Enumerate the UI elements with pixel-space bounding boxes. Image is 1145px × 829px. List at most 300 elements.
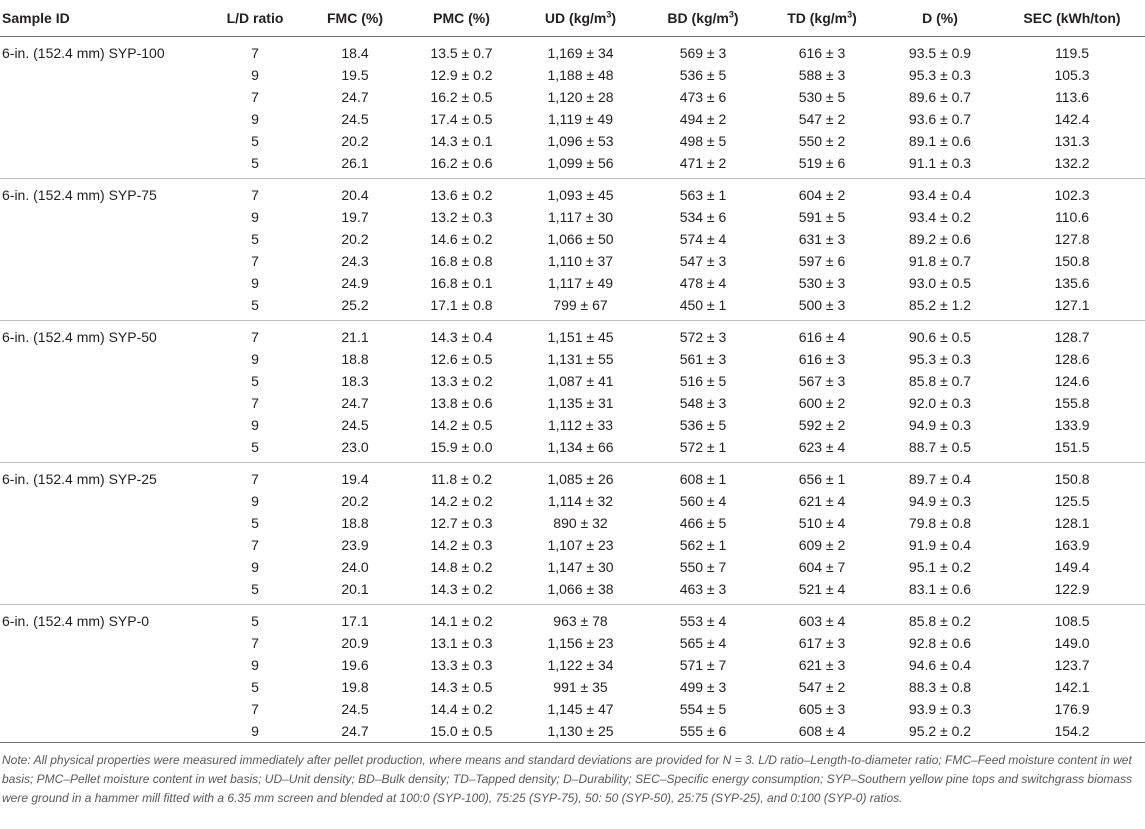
- sec-cell: 149.4: [1054, 559, 1090, 575]
- bd-cell: 561 ± 3: [679, 351, 727, 367]
- td-cell: 621 ± 4: [798, 493, 846, 509]
- ld-cell: 5: [205, 436, 305, 463]
- pmc-cell: 12.6 ± 0.5: [430, 351, 493, 367]
- table-row: [0, 578, 1145, 605]
- durability-cell: 95.2 ± 0.2: [881, 720, 999, 743]
- fmc-cell: 20.2: [341, 231, 369, 247]
- table-row: [0, 370, 1145, 392]
- pmc-cell: 14.1 ± 0.2: [430, 613, 493, 629]
- bd-cell: 473 ± 6: [679, 89, 727, 105]
- durability-cell: 94.9 ± 0.3: [908, 417, 972, 433]
- durability-cell: 94.6 ± 0.4: [908, 657, 972, 673]
- header-pmc: PMC (%): [405, 0, 518, 37]
- fmc-cell: 19.4: [341, 471, 369, 487]
- td-cell: 609 ± 2: [798, 537, 846, 553]
- bd-cell: 608 ± 1: [679, 471, 727, 487]
- sec-cell: 133.9: [1054, 417, 1090, 433]
- ld-cell: 5: [251, 231, 259, 247]
- fmc-cell: 18.8: [341, 515, 369, 531]
- table-row: [0, 179, 1145, 207]
- sample-id-cell: 6-in. (152.4 mm) SYP-50: [2, 329, 157, 345]
- table-row: [0, 436, 1145, 463]
- ld-cell: 9: [251, 111, 259, 127]
- td-cell: 510 ± 4: [798, 515, 846, 531]
- ld-cell: 9: [251, 657, 259, 673]
- fmc-cell: 20.2: [341, 133, 369, 149]
- ld-cell: 9: [251, 559, 259, 575]
- empty-cell: [0, 414, 205, 436]
- empty-cell: [0, 578, 205, 605]
- ud-cell: 963 ± 78: [553, 613, 608, 629]
- durability-cell: 89.6 ± 0.7: [908, 89, 972, 105]
- td-cell: 631 ± 3: [798, 231, 846, 247]
- pmc-cell: 17.1 ± 0.8: [405, 294, 518, 321]
- table-note: Note: All physical properties were measured immediately after pellet production, where means and standard deviations are provided for N = 3. L/D ratio–Length-to-diameter ratio; FMC–Feed moisture content in wet basis; PMC–Pellet moisture content in wet basis; UD–Unit density; BD–Bulk density; TD–Tapped density; D–Durability; SEC–Specific energy consumption; SYP–Southern yellow pine tops and switchgrass biomass were ground in a hammer mill fitted with a 6.35 mm screen and blended at 100:0 (SYP-100), 75:25 (SYP-75), 50: 50 (SYP-50), 25:75 (SYP-25), and 0:100 (SYP-0) ratios.: [2, 753, 1133, 805]
- pmc-cell: 15.0 ± 0.5: [405, 720, 518, 743]
- table-body: [0, 37, 1145, 743]
- sec-cell: 102.3: [1054, 187, 1090, 203]
- td-cell: 521 ± 4: [763, 578, 881, 605]
- fmc-cell: 19.7: [341, 209, 369, 225]
- header-ud-label: UD (kg/m: [544, 10, 607, 26]
- durability-cell: 89.1 ± 0.6: [908, 133, 972, 149]
- durability-cell: 90.6 ± 0.5: [908, 329, 972, 345]
- bd-cell: 536 ± 5: [679, 67, 727, 83]
- header-ud-exp: 3: [606, 9, 612, 20]
- td-cell: 608 ± 4: [763, 720, 881, 743]
- td-cell: 656 ± 1: [798, 471, 846, 487]
- bd-cell: 494 ± 2: [679, 111, 727, 127]
- table-row: [0, 206, 1145, 228]
- table-row: [0, 632, 1145, 654]
- bd-cell: 571 ± 7: [679, 657, 727, 673]
- ud-cell: 1,120 ± 28: [547, 89, 614, 105]
- td-cell: 605 ± 3: [798, 701, 846, 717]
- ld-cell: 5: [251, 679, 259, 695]
- table-row: [0, 64, 1145, 86]
- header-td-close: ): [852, 10, 857, 26]
- pmc-cell: 14.8 ± 0.2: [430, 559, 493, 575]
- header-bd: [643, 0, 763, 37]
- fmc-cell: 19.6: [341, 657, 369, 673]
- fmc-cell: 24.7: [305, 720, 405, 743]
- table-row: [0, 698, 1145, 720]
- header-fmc: FMC (%): [305, 0, 405, 37]
- fmc-cell: 24.5: [341, 111, 369, 127]
- empty-cell: [0, 206, 205, 228]
- durability-cell: 85.8 ± 0.2: [908, 613, 972, 629]
- durability-cell: 88.3 ± 0.8: [908, 679, 972, 695]
- pmc-cell: 13.8 ± 0.6: [430, 395, 493, 411]
- pmc-cell: 14.2 ± 0.2: [430, 493, 493, 509]
- ld-cell: 7: [251, 253, 259, 269]
- ld-cell: 9: [251, 275, 259, 291]
- fmc-cell: 18.4: [341, 45, 369, 61]
- durability-cell: 91.9 ± 0.4: [908, 537, 972, 553]
- ld-cell: 7: [251, 45, 259, 61]
- sec-cell: 128.1: [1054, 515, 1090, 531]
- bd-cell: 547 ± 3: [679, 253, 727, 269]
- sec-cell: 142.4: [1054, 111, 1090, 127]
- ld-cell: 9: [205, 720, 305, 743]
- durability-cell: 95.3 ± 0.3: [908, 351, 972, 367]
- pmc-cell: 16.2 ± 0.5: [430, 89, 493, 105]
- sec-cell: 155.8: [1054, 395, 1090, 411]
- fmc-cell: 18.3: [341, 373, 369, 389]
- pmc-cell: 14.6 ± 0.2: [430, 231, 493, 247]
- table-row: [0, 512, 1145, 534]
- sec-cell: 149.0: [1054, 635, 1090, 651]
- durability-cell: 93.6 ± 0.7: [908, 111, 972, 127]
- ud-cell: 1,130 ± 25: [518, 720, 643, 743]
- ud-cell: 1,169 ± 34: [547, 45, 614, 61]
- bd-cell: 555 ± 6: [643, 720, 763, 743]
- ld-cell: 5: [251, 373, 259, 389]
- ud-cell: 1,117 ± 49: [547, 275, 614, 291]
- td-cell: 547 ± 2: [798, 111, 846, 127]
- durability-cell: 79.8 ± 0.8: [908, 515, 972, 531]
- ld-cell: 5: [205, 294, 305, 321]
- ud-cell: 1,110 ± 37: [547, 253, 614, 269]
- table-row: [0, 720, 1145, 743]
- bd-cell: 478 ± 4: [679, 275, 727, 291]
- pmc-cell: 12.7 ± 0.3: [430, 515, 493, 531]
- ud-cell: 1,107 ± 23: [547, 537, 614, 553]
- durability-cell: 93.5 ± 0.9: [908, 45, 972, 61]
- fmc-cell: 18.8: [341, 351, 369, 367]
- pmc-cell: 13.1 ± 0.3: [430, 635, 493, 651]
- pmc-cell: 14.2 ± 0.3: [430, 537, 493, 553]
- bd-cell: 554 ± 5: [679, 701, 727, 717]
- table-row: [0, 556, 1145, 578]
- empty-cell: [0, 130, 205, 152]
- ld-cell: 9: [251, 67, 259, 83]
- ud-cell: 1,099 ± 56: [518, 152, 643, 179]
- pmc-cell: 16.8 ± 0.1: [430, 275, 493, 291]
- ld-cell: 7: [251, 89, 259, 105]
- fmc-cell: 20.1: [305, 578, 405, 605]
- bd-cell: 534 ± 6: [679, 209, 727, 225]
- empty-cell: [0, 64, 205, 86]
- bd-cell: 499 ± 3: [679, 679, 727, 695]
- table-row: [0, 294, 1145, 321]
- td-cell: 623 ± 4: [763, 436, 881, 463]
- ld-cell: 5: [251, 515, 259, 531]
- fmc-cell: 19.5: [341, 67, 369, 83]
- ld-cell: 9: [251, 493, 259, 509]
- empty-cell: [0, 698, 205, 720]
- bd-cell: 466 ± 5: [679, 515, 727, 531]
- ud-cell: 1,188 ± 48: [547, 67, 614, 83]
- ld-cell: 7: [251, 701, 259, 717]
- td-cell: 530 ± 5: [798, 89, 846, 105]
- ud-cell: 799 ± 67: [518, 294, 643, 321]
- bd-cell: 450 ± 1: [643, 294, 763, 321]
- sec-cell: 131.3: [1054, 133, 1090, 149]
- sec-cell: 150.8: [1054, 471, 1090, 487]
- ld-cell: 5: [205, 152, 305, 179]
- sample-id-cell: 6-in. (152.4 mm) SYP-100: [2, 45, 165, 61]
- table-row: [0, 152, 1145, 179]
- sec-cell: 125.5: [1054, 493, 1090, 509]
- bd-cell: 463 ± 3: [643, 578, 763, 605]
- durability-cell: 95.1 ± 0.2: [908, 559, 972, 575]
- td-cell: 500 ± 3: [763, 294, 881, 321]
- empty-cell: [0, 294, 205, 321]
- sec-cell: 108.5: [1054, 613, 1090, 629]
- empty-cell: [0, 370, 205, 392]
- durability-cell: 88.7 ± 0.5: [881, 436, 999, 463]
- fmc-cell: 20.2: [341, 493, 369, 509]
- bd-cell: 565 ± 4: [679, 635, 727, 651]
- sec-cell: 151.5: [999, 436, 1145, 463]
- pmc-cell: 15.9 ± 0.0: [405, 436, 518, 463]
- ld-cell: 9: [251, 417, 259, 433]
- bd-cell: 536 ± 5: [679, 417, 727, 433]
- bd-cell: 569 ± 3: [679, 45, 727, 61]
- sec-cell: 110.6: [1055, 209, 1089, 225]
- ld-cell: 5: [251, 613, 259, 629]
- sec-cell: 123.7: [1054, 657, 1090, 673]
- table-row: [0, 37, 1145, 65]
- ud-cell: 1,131 ± 55: [547, 351, 614, 367]
- header-sample-id: Sample ID: [0, 0, 205, 37]
- empty-cell: [0, 108, 205, 130]
- pmc-cell: 13.6 ± 0.2: [430, 187, 493, 203]
- bd-cell: 548 ± 3: [679, 395, 727, 411]
- empty-cell: [0, 392, 205, 414]
- pmc-cell: 13.2 ± 0.3: [430, 209, 493, 225]
- fmc-cell: 23.0: [305, 436, 405, 463]
- td-cell: 616 ± 4: [798, 329, 846, 345]
- header-ud-close: ): [611, 10, 617, 26]
- fmc-cell: 20.4: [341, 187, 369, 203]
- fmc-cell: 24.5: [341, 701, 369, 717]
- header-bd-exp: 3: [728, 9, 734, 20]
- pmc-cell: 14.3 ± 0.1: [430, 133, 493, 149]
- pmc-cell: 14.4 ± 0.2: [430, 701, 493, 717]
- td-cell: 567 ± 3: [798, 373, 846, 389]
- header-sec: SEC (kWh/ton): [999, 0, 1145, 37]
- fmc-cell: 26.1: [305, 152, 405, 179]
- fmc-cell: 19.8: [341, 679, 369, 695]
- ud-cell: 1,134 ± 66: [518, 436, 643, 463]
- table-row: [0, 676, 1145, 698]
- ud-cell: 1,119 ± 49: [547, 111, 614, 127]
- table-row: [0, 321, 1145, 349]
- sec-cell: 142.1: [1054, 679, 1090, 695]
- header-td-exp: 3: [847, 9, 853, 20]
- ld-cell: 7: [251, 537, 259, 553]
- bd-cell: 563 ± 1: [679, 187, 727, 203]
- sec-cell: 127.8: [1054, 231, 1090, 247]
- sec-cell: 113.6: [1055, 89, 1089, 105]
- fmc-cell: 24.5: [341, 417, 369, 433]
- ld-cell: 7: [251, 635, 259, 651]
- durability-cell: 95.3 ± 0.3: [908, 67, 972, 83]
- empty-cell: [0, 632, 205, 654]
- pmc-cell: 16.2 ± 0.6: [405, 152, 518, 179]
- bd-cell: 572 ± 3: [679, 329, 727, 345]
- td-cell: 530 ± 3: [798, 275, 846, 291]
- pmc-cell: 12.9 ± 0.2: [430, 67, 493, 83]
- bd-cell: 498 ± 5: [679, 133, 727, 149]
- ud-cell: 1,147 ± 30: [547, 559, 614, 575]
- sec-cell: 122.9: [999, 578, 1145, 605]
- fmc-cell: 21.1: [341, 329, 369, 345]
- sec-cell: 163.9: [1054, 537, 1090, 553]
- td-cell: 616 ± 3: [798, 351, 846, 367]
- durability-cell: 93.4 ± 0.2: [908, 209, 972, 225]
- ud-cell: 1,145 ± 47: [547, 701, 614, 717]
- table-row: [0, 490, 1145, 512]
- pmc-cell: 11.8 ± 0.2: [430, 471, 493, 487]
- sec-cell: 124.6: [1054, 373, 1090, 389]
- table-row: [0, 463, 1145, 491]
- empty-cell: [0, 272, 205, 294]
- fmc-cell: 24.3: [341, 253, 369, 269]
- pmc-cell: 14.2 ± 0.5: [430, 417, 493, 433]
- durability-cell: 89.7 ± 0.4: [908, 471, 972, 487]
- empty-cell: [0, 534, 205, 556]
- fmc-cell: 25.2: [305, 294, 405, 321]
- fmc-cell: 24.9: [341, 275, 369, 291]
- durability-cell: 93.9 ± 0.3: [908, 701, 972, 717]
- sec-cell: 128.6: [1054, 351, 1090, 367]
- header-durability: D (%): [881, 0, 999, 37]
- durability-cell: 92.0 ± 0.3: [908, 395, 972, 411]
- sec-cell: 176.9: [1054, 701, 1090, 717]
- td-cell: 519 ± 6: [763, 152, 881, 179]
- sec-cell: 105.3: [1054, 67, 1090, 83]
- table-row: [0, 414, 1145, 436]
- ud-cell: 1,093 ± 45: [547, 187, 614, 203]
- td-cell: 550 ± 2: [798, 133, 846, 149]
- ld-cell: 9: [251, 351, 259, 367]
- sample-id-cell: 6-in. (152.4 mm) SYP-25: [2, 471, 157, 487]
- bd-cell: 471 ± 2: [643, 152, 763, 179]
- ud-cell: 1,085 ± 26: [547, 471, 614, 487]
- ud-cell: 1,151 ± 45: [547, 329, 614, 345]
- empty-cell: [0, 228, 205, 250]
- header-td-label: TD (kg/m: [787, 10, 848, 26]
- bd-cell: 574 ± 4: [679, 231, 727, 247]
- empty-cell: [0, 250, 205, 272]
- ld-cell: 7: [251, 395, 259, 411]
- ld-cell: 5: [205, 578, 305, 605]
- pmc-cell: 13.5 ± 0.7: [430, 45, 493, 61]
- empty-cell: [0, 436, 205, 463]
- ud-cell: 1,122 ± 34: [547, 657, 614, 673]
- empty-cell: [0, 654, 205, 676]
- pmc-cell: 17.4 ± 0.5: [430, 111, 493, 127]
- td-cell: 591 ± 5: [798, 209, 846, 225]
- sample-id-cell: 6-in. (152.4 mm) SYP-0: [2, 613, 150, 629]
- bd-cell: 560 ± 4: [679, 493, 727, 509]
- ld-cell: 7: [251, 471, 259, 487]
- td-cell: 603 ± 4: [798, 613, 846, 629]
- fmc-cell: 24.0: [341, 559, 369, 575]
- table-row: [0, 86, 1145, 108]
- ud-cell: 890 ± 32: [553, 515, 608, 531]
- td-cell: 617 ± 3: [798, 635, 846, 651]
- ud-cell: 1,066 ± 50: [547, 231, 614, 247]
- durability-cell: 85.8 ± 0.7: [908, 373, 972, 389]
- pmc-cell: 16.8 ± 0.8: [430, 253, 493, 269]
- table-row: [0, 228, 1145, 250]
- durability-cell: 93.0 ± 0.5: [908, 275, 972, 291]
- durability-cell: 93.4 ± 0.4: [908, 187, 972, 203]
- pmc-cell: 14.3 ± 0.5: [430, 679, 493, 695]
- empty-cell: [0, 676, 205, 698]
- ud-cell: 1,135 ± 31: [547, 395, 614, 411]
- bd-cell: 562 ± 1: [679, 537, 727, 553]
- fmc-cell: 17.1: [341, 613, 369, 629]
- table-row: [0, 250, 1145, 272]
- bd-cell: 572 ± 1: [643, 436, 763, 463]
- empty-cell: [0, 720, 205, 743]
- sec-cell: 128.7: [1054, 329, 1090, 345]
- empty-cell: [0, 86, 205, 108]
- ud-cell: 1,114 ± 32: [547, 493, 614, 509]
- table-row: [0, 605, 1145, 633]
- header-ud: [518, 0, 643, 37]
- sec-cell: 127.1: [999, 294, 1145, 321]
- table-row: [0, 130, 1145, 152]
- durability-cell: 83.1 ± 0.6: [881, 578, 999, 605]
- ld-cell: 7: [251, 329, 259, 345]
- table-row: [0, 272, 1145, 294]
- ud-cell: 1,066 ± 38: [518, 578, 643, 605]
- durability-cell: 85.2 ± 1.2: [881, 294, 999, 321]
- td-cell: 588 ± 3: [798, 67, 846, 83]
- fmc-cell: 20.9: [341, 635, 369, 651]
- td-cell: 600 ± 2: [798, 395, 846, 411]
- td-cell: 621 ± 3: [798, 657, 846, 673]
- table-row: [0, 392, 1145, 414]
- td-cell: 592 ± 2: [798, 417, 846, 433]
- ld-cell: 5: [251, 133, 259, 149]
- header-ld-ratio: L/D ratio: [205, 0, 305, 37]
- td-cell: 547 ± 2: [798, 679, 846, 695]
- pmc-cell: 14.3 ± 0.4: [430, 329, 493, 345]
- empty-cell: [0, 512, 205, 534]
- empty-cell: [0, 556, 205, 578]
- empty-cell: [0, 152, 205, 179]
- td-cell: 604 ± 2: [798, 187, 846, 203]
- ld-cell: 7: [251, 187, 259, 203]
- header-row: [0, 0, 1145, 37]
- ld-cell: 9: [251, 209, 259, 225]
- ud-cell: 991 ± 35: [553, 679, 608, 695]
- fmc-cell: 24.7: [341, 395, 369, 411]
- bd-cell: 550 ± 7: [679, 559, 727, 575]
- td-cell: 616 ± 3: [798, 45, 846, 61]
- td-cell: 597 ± 6: [798, 253, 846, 269]
- ud-cell: 1,096 ± 53: [547, 133, 614, 149]
- pmc-cell: 13.3 ± 0.3: [430, 657, 493, 673]
- header-td: [763, 0, 881, 37]
- table-row: [0, 654, 1145, 676]
- empty-cell: [0, 348, 205, 370]
- header-bd-close: ): [733, 10, 739, 26]
- fmc-cell: 24.7: [341, 89, 369, 105]
- sec-cell: 154.2: [999, 720, 1145, 743]
- sec-cell: 132.2: [999, 152, 1145, 179]
- empty-cell: [0, 490, 205, 512]
- ud-cell: 1,112 ± 33: [547, 417, 614, 433]
- durability-cell: 91.8 ± 0.7: [908, 253, 972, 269]
